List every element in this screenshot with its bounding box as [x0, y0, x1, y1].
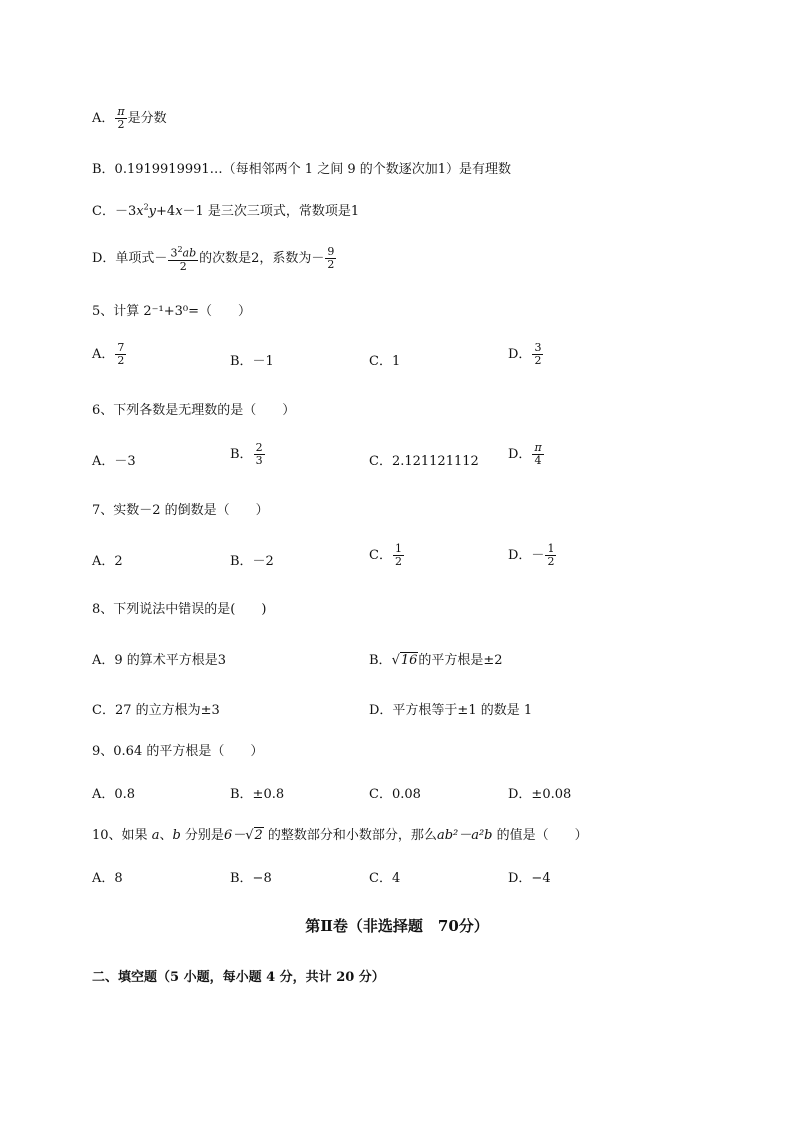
fraction-numerator: 1 [547, 542, 555, 555]
fraction-numerator: 2 [255, 441, 263, 454]
q6-option-c: C．2.121121112 [369, 454, 479, 469]
fraction [115, 106, 126, 131]
option-text: D．单项式－ [92, 250, 168, 266]
sqrt-expression: √2 [245, 828, 263, 843]
option-label: D．－ [508, 548, 545, 563]
fraction-numerator: π [534, 441, 542, 454]
q5-stem: 5、计算 2⁻¹+3⁰=（ ） [92, 304, 252, 319]
q4-option-b: B．0.1919919991…（每相邻两个 1 之间 9 的个数逐次加1）是有理数 [92, 162, 512, 177]
option-label: A． [92, 111, 115, 126]
q8-stem: 8、下列说法中错误的是( ) [92, 602, 267, 617]
fraction-numerator [168, 244, 198, 261]
fraction [532, 342, 543, 367]
fraction [254, 442, 265, 467]
fraction-numerator: 3 [534, 341, 542, 354]
q5-option-b: B．－1 [230, 354, 274, 369]
expression: 6－ [223, 828, 246, 843]
radicand: 16 [400, 653, 418, 668]
number: 3 [170, 246, 178, 260]
variable: ab [182, 246, 197, 260]
q10-option-d: D．−4 [508, 871, 551, 886]
fraction-denominator: 4 [534, 454, 542, 467]
fraction-denominator: 2 [327, 257, 335, 271]
q6-stem: 6、下列各数是无理数的是（ ） [92, 403, 296, 418]
fraction-numerator: π [117, 105, 125, 118]
q7-option-d [508, 543, 557, 568]
fraction [532, 442, 543, 467]
variable: x [136, 204, 144, 219]
q7-option-c [369, 543, 405, 568]
q5-option-d [508, 342, 544, 367]
q7-option-b: B．－2 [230, 554, 274, 569]
q10-stem [92, 824, 588, 843]
fraction [545, 543, 556, 568]
q8-option-a: A．9 的算术平方根是3 [92, 653, 227, 668]
q6-option-a: A．－3 [92, 454, 136, 469]
radicand: 2 [254, 828, 263, 843]
q10-option-a: A．8 [92, 871, 123, 886]
section-subtitle: 二、填空题（5 小题，每小题 4 分，共计 20 分） [92, 970, 385, 985]
option-label: D． [508, 447, 532, 462]
q4-option-d [92, 244, 337, 273]
q6-option-d [508, 442, 545, 467]
fraction [168, 244, 198, 273]
fraction-numerator: 9 [327, 244, 335, 258]
q9-option-a: A．0.8 [92, 787, 136, 802]
stem-text: 的值是（ ） [492, 828, 588, 843]
fraction-denominator: 2 [179, 259, 187, 273]
option-label: C． [369, 548, 392, 563]
fraction-denominator: 2 [394, 555, 402, 568]
fraction [115, 342, 126, 367]
option-text: 的次数是2，系数为－ [199, 250, 325, 266]
fraction [393, 543, 404, 568]
q9-option-c: C．0.08 [369, 787, 421, 802]
q8-option-b [369, 649, 503, 668]
expression: ab²－a²b [436, 828, 493, 843]
q4-option-a [92, 106, 167, 131]
q9-option-d: D．±0.08 [508, 787, 572, 802]
option-label: B． [369, 653, 392, 668]
stem-text: 分别是 [180, 828, 224, 843]
option-text: +4 [156, 204, 176, 219]
option-text: －1 是三次三项式，常数项是1 [182, 204, 360, 219]
exponent: 2 [143, 202, 149, 212]
fraction-denominator: 2 [547, 555, 555, 568]
fraction-denominator: 2 [117, 118, 125, 131]
q10-option-b: B．−8 [230, 871, 272, 886]
option-label: D． [508, 347, 532, 362]
q9-stem: 9、0.64 的平方根是（ ） [92, 744, 264, 759]
fraction-numerator: 1 [394, 542, 402, 555]
fraction-denominator: 2 [534, 354, 542, 367]
variable: x [175, 204, 183, 219]
stem-text: 的整数部分和小数部分，那么 [263, 828, 437, 843]
option-label: A． [92, 347, 115, 362]
stem-text: 10、如果 [92, 828, 152, 843]
fraction [325, 246, 336, 271]
q7-option-a: A．2 [92, 554, 123, 569]
exponent: 2 [177, 245, 183, 254]
section-title: 第Ⅱ卷（非选择题 70分） [305, 917, 489, 935]
fraction-numerator: 7 [117, 341, 125, 354]
q10-option-c: C．4 [369, 871, 401, 886]
variable: y [148, 204, 157, 219]
option-text: 是分数 [127, 111, 167, 126]
variable: a [151, 828, 160, 843]
option-text: C．－3 [92, 204, 137, 219]
fraction-denominator: 3 [255, 454, 263, 467]
q9-option-b: B．±0.8 [230, 787, 285, 802]
q5-option-c: C．1 [369, 354, 401, 369]
option-text: 的平方根是±2 [418, 653, 503, 668]
q7-stem: 7、实数－2 的倒数是（ ） [92, 503, 269, 518]
q6-option-b [230, 442, 266, 467]
q8-option-c: C．27 的立方根为±3 [92, 703, 220, 718]
q5-option-a [92, 342, 127, 367]
fraction-denominator: 2 [117, 354, 125, 367]
option-label: B． [230, 447, 253, 462]
variable: b [172, 828, 181, 843]
sqrt-expression: √16 [391, 653, 418, 668]
q8-option-d: D．平方根等于±1 的数是 1 [369, 703, 533, 718]
q4-option-c [92, 200, 359, 219]
stem-text: 、 [159, 828, 173, 843]
